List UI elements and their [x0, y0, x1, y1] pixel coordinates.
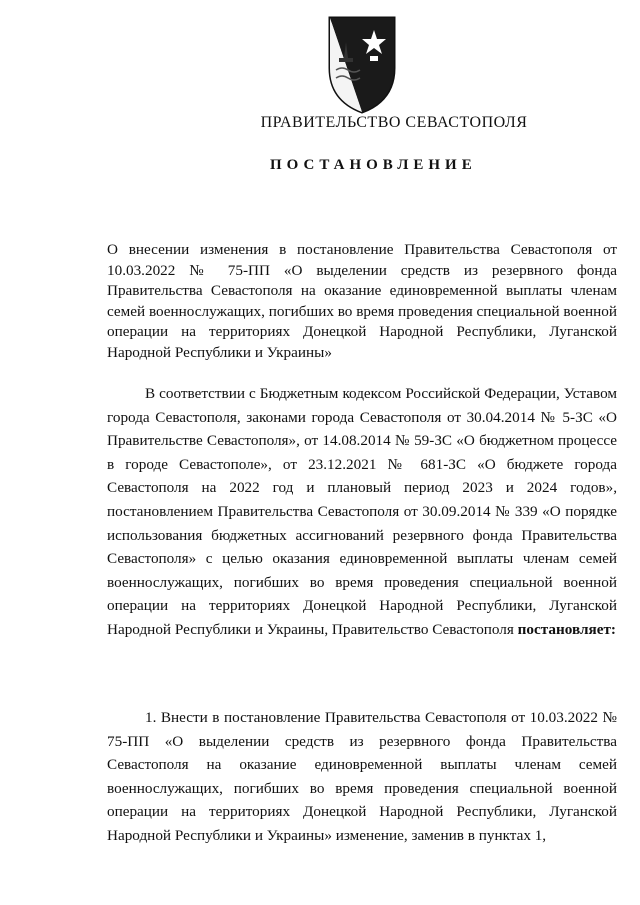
preamble-paragraph: [107, 382, 617, 642]
sevastopol-coat-of-arms-icon: [322, 8, 402, 116]
document-type: ПОСТАНОВЛЕНИЕ: [270, 157, 477, 173]
organization-name: ПРАВИТЕЛЬСТВО СЕВАСТОПОЛЯ: [260, 114, 528, 131]
decree-item-text: 1. Внести в постановление Правительства Севастополя от 10.03.2022 № 75-ПП «О выделении средств из резервного фонда Правительства Севастополя на оказание единовременной выплаты членам семей военнослужащих, погибших во время проведения специальной военной операции на территориях Донецкой Народной Республики, Луганской Народной Республики и Украины» изменение, заменив в пунктах 1,: [107, 709, 617, 844]
document-subject: О внесении изменения в постановление Правительства Севастополя от 10.03.2022 № 75-ПП «О выделении средств из резервного фонда Правительства Севастополя на оказание единовременной выплаты членам семей военнослужащих, погибших во время проведения специальной военной операции на территориях Донецкой Народной Республики, Луганской Народной Республики и Украины»: [107, 241, 617, 361]
preamble-text: В соответствии с Бюджетным кодексом Российской Федерации, Уставом города Севастополя, законами города Севастополя от 30.04.2014 № 5-ЗС «О Правительстве Севастополя», от 14.08.2014 № 59-ЗС «О бюджетном процессе в городе Севастополе», от 23.12.2021 № 681-ЗС «О бюджете города Севастополя на 2022 год и плановый период 2023 и 2024 годов», постановлением Правительства Севастополя от 30.09.2014 № 339 «О порядке использования бюджетных ассигнований резервного фонда Правительства Севастополя» с целью оказания единовременной выплаты членам семей военнослужащих, погибших во время проведения специальной военной операции на территориях Донецкой Народной Республики, Луганской Народной Республики и Украины, Правительство Севастополя: [107, 385, 617, 638]
decree-word: постановляет:: [517, 620, 616, 638]
decree-item-1: [107, 706, 617, 848]
preamble: [107, 382, 617, 642]
